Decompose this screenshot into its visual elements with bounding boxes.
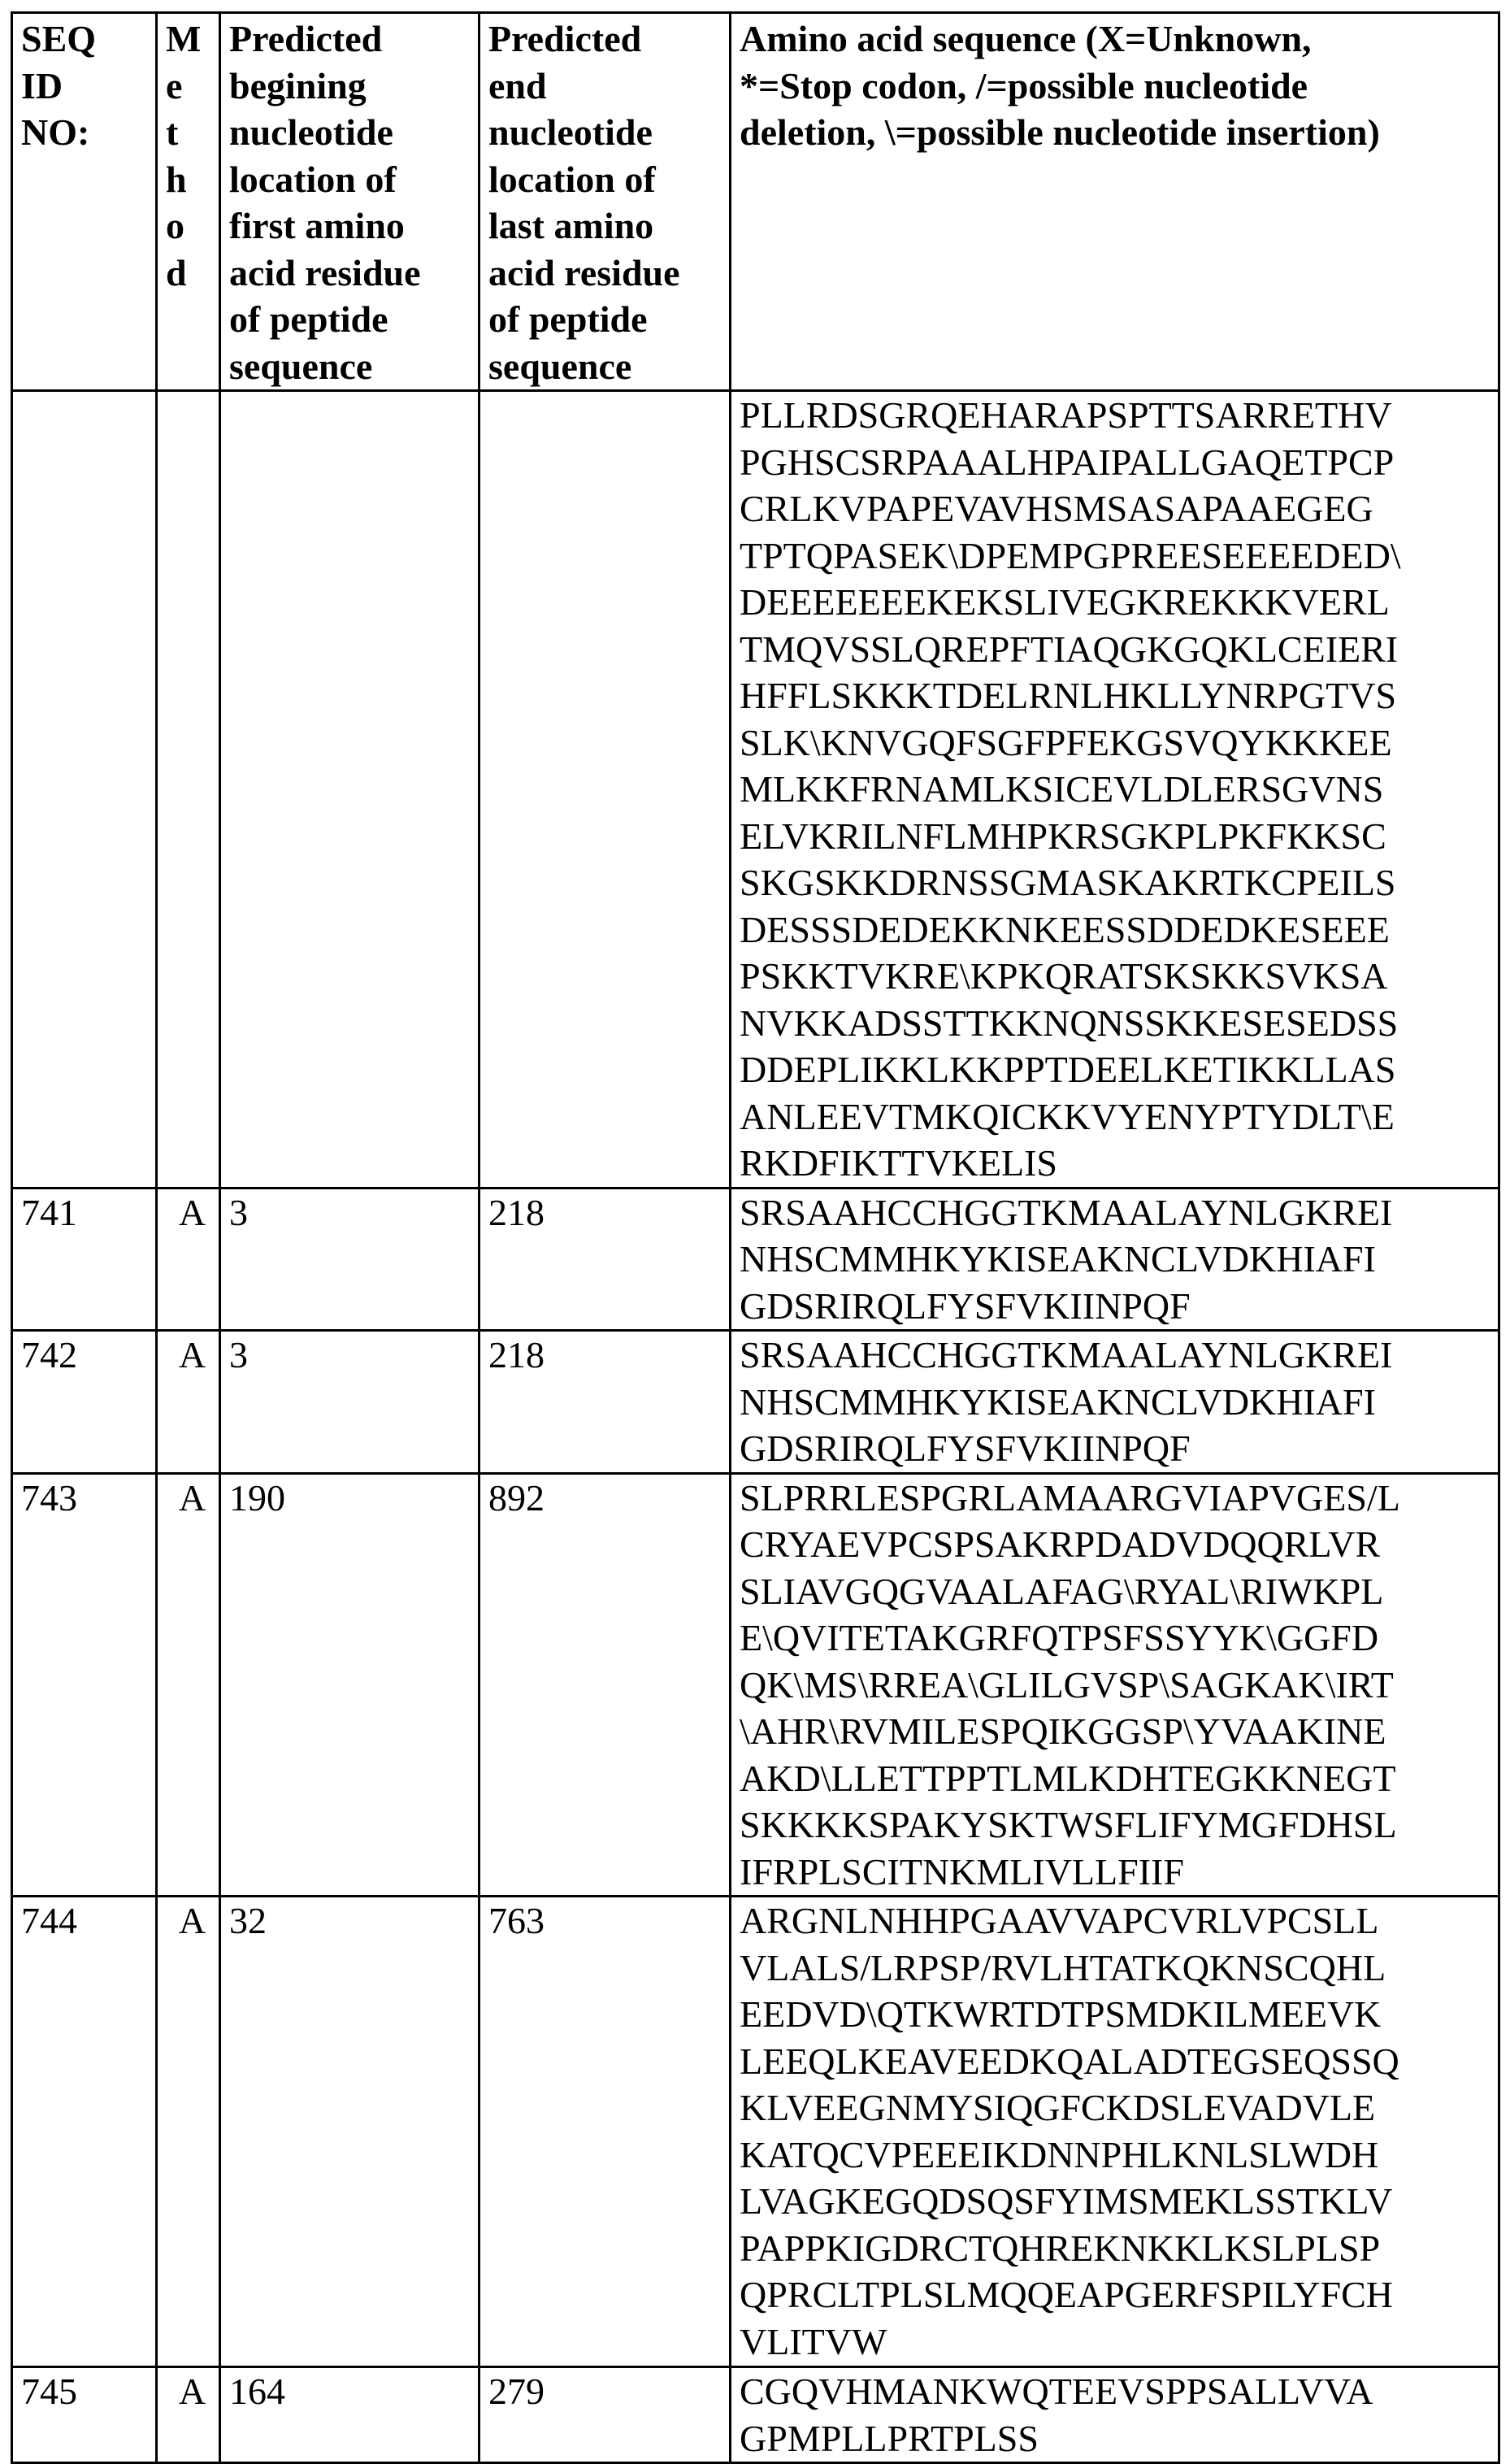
header-amino-acid-sequence: Amino acid sequence (X=Unknown, *=Stop codon, /=possible nucleotide deletion, \=possible nucleotide insertion) [731, 13, 1499, 391]
sequence-line: AKD\LLETTPPTLMLKDHTEGKKNEGT [740, 1757, 1396, 1799]
sequence-line: LEEQLKEAVEEDKQALADTEGSEQSSQ [740, 2040, 1399, 2082]
header-row [12, 13, 1499, 391]
sequence-line: NHSCMMHKYKISEAKNCLVDKHIAFI [740, 1380, 1376, 1423]
method-cell [157, 391, 220, 1189]
end-cell: 892 [479, 1473, 731, 1897]
seq-id-cell [12, 391, 157, 1189]
header-seq-id: SEQ ID NO: [12, 13, 157, 391]
method-cell: A [157, 2367, 220, 2463]
seq-id-cell: 742 [12, 1331, 157, 1474]
sequence-line: PGHSCSRPAAALHPAIPALLGAQETPCP [740, 441, 1395, 483]
sequence-line: VLALS/LRPSP/RVLHTATKQKNSCQHL [740, 1946, 1386, 1988]
header-method: M e t h o d [157, 13, 220, 391]
sequence-cell [731, 1331, 1499, 1474]
begin-cell: 164 [220, 2367, 479, 2463]
begin-cell: 190 [220, 1473, 479, 1897]
seq-id-cell: 744 [12, 1897, 157, 2367]
sequence-line: ELVKRILNFLMHPKRSGKPLPKFKKSC [740, 815, 1386, 857]
sequence-line: CRYAEVPCSPSAKRPDADVDQQRLVR [740, 1523, 1381, 1565]
header-end-location: Predicted end nucleotide location of last amino acid residue of peptide sequence [479, 13, 731, 391]
table-row [12, 1188, 1499, 1331]
sequence-line: MLKKFRNAMLKSICEVLDLERSGVNS [740, 768, 1384, 810]
sequence-line: CGQVHMANKWQTEEVSPPSALLVVA [740, 2371, 1373, 2412]
begin-cell: 3 [220, 1331, 479, 1474]
end-cell: 218 [479, 1188, 731, 1331]
sequence-line: E\QVITETAKGRFQTPSFSSYYK\GGFD [740, 1617, 1379, 1658]
sequence-table [11, 11, 1500, 2464]
begin-cell: 32 [220, 1897, 479, 2367]
sequence-cell [731, 391, 1499, 1189]
sequence-line: GDSRIRQLFYSFVKIINPQF [740, 1428, 1191, 1469]
sequence-cell [731, 1473, 1499, 1897]
sequence-line: SLPRRLESPGRLAMAARGVIAPVGES/L [740, 1476, 1400, 1519]
method-cell: A [157, 1331, 220, 1474]
sequence-line: ARGNLNHHPGAAVVAPCVRLVPCSLL [740, 1900, 1379, 1941]
end-cell: 218 [479, 1331, 731, 1474]
end-cell: 763 [479, 1897, 731, 2367]
seq-id-cell: 745 [12, 2367, 157, 2463]
sequence-line: DDEPLIKKLKKPPTDEELKETIKKLLAS [740, 1049, 1396, 1090]
method-cell: A [157, 1188, 220, 1331]
sequence-line: SLIAVGQGVAALAFAG\RYAL\RIWKPL [740, 1570, 1384, 1612]
table-row [12, 1473, 1499, 1897]
sequence-line: DESSSDEDEKKNKEESSDDEDKESEEE [740, 908, 1390, 950]
sequence-cell [731, 2367, 1499, 2463]
sequence-line: PAPPKIGDRCTQHREKNKKLKSLPLSP [740, 2227, 1381, 2269]
end-cell: 279 [479, 2367, 731, 2463]
sequence-line: LVAGKEGQDSQSFYIMSMEKLSSTKLV [740, 2180, 1393, 2222]
header-begin-location: Predicted begining nucleotide location of first amino acid residue of peptide sequence [220, 13, 479, 391]
end-cell [479, 391, 731, 1189]
table-row [12, 2367, 1499, 2463]
sequence-line: PLLRDSGRQEHARAPSPTTSARRETHV [740, 394, 1392, 436]
sequence-line: VLITVW [740, 2320, 887, 2362]
sequence-cell [731, 1188, 1499, 1331]
begin-cell [220, 391, 479, 1189]
method-cell: A [157, 1897, 220, 2367]
sequence-line: GPMPLLPRTPLSS [740, 2417, 1039, 2459]
sequence-line: DEEEEEEEKEKSLIVEGKREKKKVERL [740, 581, 1390, 623]
sequence-line: ANLEEVTMKQICKKVYENYPTYDLT\E [740, 1095, 1395, 1137]
sequence-line: TPTQPASEK\DPEMPGPREESEEEEDED\ [740, 534, 1401, 576]
seq-id-cell: 741 [12, 1188, 157, 1331]
sequence-line: EEDVD\QTKWRTDTPSMDKILMEEVK [740, 1993, 1382, 2035]
sequence-line: QPRCLTPLSLMQQEAPGERFSPILYFCH [740, 2274, 1394, 2315]
sequence-line: HFFLSKKKTDELRNLHKLLYNRPGTVS [740, 675, 1397, 716]
sequence-line: KLVEEGNMYSIQGFCKDSLEVADVLE [740, 2087, 1376, 2128]
sequence-line: NHSCMMHKYKISEAKNCLVDKHIAFI [740, 1238, 1376, 1280]
sequence-line: \AHR\RVMILESPQIKGGSP\YVAAKINE [740, 1710, 1386, 1752]
sequence-line: GDSRIRQLFYSFVKIINPQF [740, 1284, 1191, 1327]
sequence-line: SKGSKKDRNSSGMASKAKRTKCPEILS [740, 862, 1396, 903]
sequence-line: SKKKKSPAKYSKTWSFLIFYMGFDHSL [740, 1804, 1397, 1845]
sequence-line: PSKKTVKRE\KPKQRATSKSKKSVKSA [740, 955, 1388, 997]
sequence-line: CRLKVPAPEVAVHSMSASAPAAEGEG [740, 488, 1373, 529]
begin-cell: 3 [220, 1188, 479, 1331]
sequence-line: NVKKADSSTTKKNQNSSKKESESEDSS [740, 1002, 1399, 1044]
sequence-line: KATQCVPEEEIKDNNPHLKNLSLWDH [740, 2133, 1379, 2175]
sequence-line: SRSAAHCCHGGTKMAALAYNLGKREI [740, 1191, 1393, 1233]
seq-id-cell: 743 [12, 1473, 157, 1897]
table-row [12, 1897, 1499, 2367]
sequence-cell [731, 1897, 1499, 2367]
table-row [12, 391, 1499, 1189]
sequence-line: RKDFIKTTVKELIS [740, 1142, 1057, 1184]
sequence-line: TMQVSSLQREPFTIAQGKGQKLCEIERI [740, 628, 1399, 670]
sequence-line: SRSAAHCCHGGTKMAALAYNLGKREI [740, 1334, 1393, 1375]
table-row [12, 1331, 1499, 1474]
sequence-line: IFRPLSCITNKMLIVLLFIIF [740, 1850, 1184, 1893]
sequence-line: QK\MS\RREA\GLILGVSP\SAGKAK\IRT [740, 1663, 1394, 1706]
method-cell: A [157, 1473, 220, 1897]
sequence-line: SLK\KNVGQFSGFPFEKGSVQYKKKEE [740, 721, 1392, 763]
